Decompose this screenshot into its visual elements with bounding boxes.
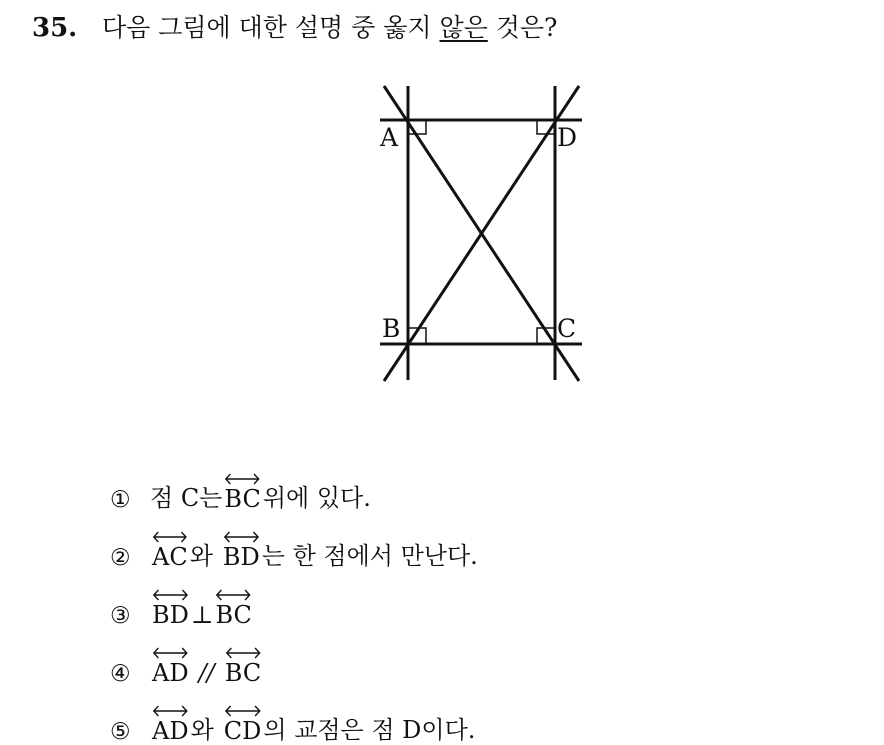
- choice-text: 점 C는: [150, 484, 223, 512]
- line-symbol-bd: [223, 533, 260, 571]
- double-arrow-icon: [224, 473, 260, 485]
- choice-text: 와: [189, 542, 213, 570]
- line-symbol-ac: [152, 533, 188, 571]
- choice-number: ④: [110, 661, 131, 687]
- line-name: BD: [152, 601, 189, 629]
- parallel-symbol: //: [198, 659, 215, 687]
- double-arrow-icon: [215, 589, 251, 601]
- choice-number: ②: [110, 545, 131, 571]
- choice-number: ⑤: [110, 719, 131, 745]
- label-b: B: [382, 314, 401, 343]
- line-symbol-bd: [152, 591, 189, 629]
- double-arrow-icon: [224, 705, 262, 717]
- question-number: 35.: [32, 13, 78, 43]
- line-symbol-ad: [152, 707, 189, 745]
- answer-choices: [110, 455, 478, 745]
- line-symbol-bc: [224, 475, 260, 513]
- choice-text: 와: [190, 716, 214, 744]
- choice-number: ③: [110, 603, 131, 629]
- line-name: CD: [223, 717, 262, 745]
- double-arrow-icon: [152, 589, 189, 601]
- question-stem: [32, 10, 557, 46]
- choice-text: 는 한 점에서 만난다.: [261, 542, 478, 570]
- line-name: BD: [222, 543, 260, 571]
- rectangle-diagram: [370, 78, 590, 388]
- line-name: AD: [152, 717, 189, 745]
- choice-2[interactable]: [110, 513, 478, 571]
- line-name: AD: [152, 659, 189, 687]
- choice-text: 위에 있다.: [262, 484, 371, 512]
- line-name: BC: [224, 485, 261, 513]
- line-name: BC: [215, 601, 252, 629]
- choice-3[interactable]: [110, 571, 478, 629]
- choice-number: ①: [110, 487, 131, 513]
- line-symbol-cd: [224, 707, 262, 745]
- question-text-before: 다음 그림에 대한 설명 중 옳지: [102, 13, 440, 42]
- choice-4[interactable]: [110, 629, 478, 687]
- choice-text: 의 교점은 점 D이다.: [263, 716, 476, 744]
- question-text-underlined: 않은: [439, 13, 488, 42]
- question-text-after: 것은?: [487, 13, 558, 42]
- double-arrow-icon: [225, 647, 261, 659]
- line-name: BC: [224, 659, 262, 687]
- choice-5[interactable]: [110, 687, 478, 745]
- double-arrow-icon: [152, 647, 189, 659]
- perpendicular-symbol: ⊥: [190, 601, 214, 629]
- line-name: AC: [152, 543, 188, 571]
- label-d: D: [557, 123, 578, 152]
- label-c: C: [557, 314, 577, 343]
- double-arrow-icon: [223, 531, 260, 543]
- line-symbol-bc: [215, 591, 251, 629]
- line-symbol-bc: [225, 649, 261, 687]
- double-arrow-icon: [152, 705, 189, 717]
- line-symbol-ad: [152, 649, 189, 687]
- double-arrow-icon: [152, 531, 188, 543]
- choice-1[interactable]: [110, 455, 478, 513]
- geometry-figure: [370, 78, 590, 388]
- label-a: A: [380, 123, 399, 152]
